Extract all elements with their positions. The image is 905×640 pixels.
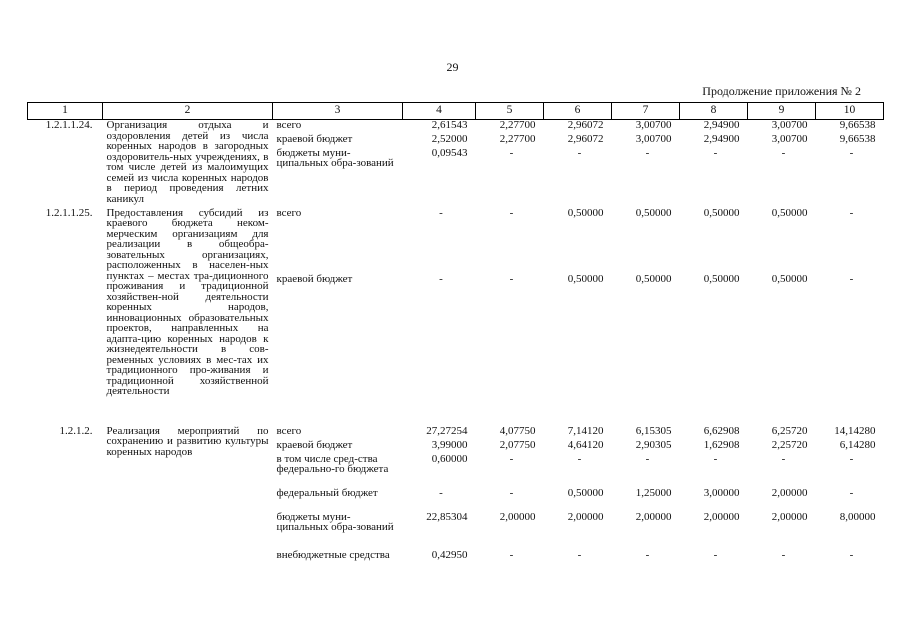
page-number: 29 — [446, 60, 459, 74]
row-description: Организация отдыха и оздоровления детей из числа коренных народов в загородных оздоровитель-ных учреждениях, в том числе детей из малоимущих семей из числа коренных народов в период проведения летних каникул — [106, 119, 269, 205]
value-cell: 2,00000 — [635, 510, 672, 523]
funding-source: всего — [276, 119, 302, 131]
value-cell: - — [713, 548, 718, 561]
continuation-label: Продолжение приложения № 2 — [702, 84, 861, 98]
row-code: 1.2.1.2. — [59, 424, 93, 437]
value-cell: 6,15305 — [635, 424, 672, 437]
value-cell: 3,00700 — [771, 119, 808, 131]
row-description: Предоставления субсидий из краевого бюджета неком-мерческим организациям для реализации в общеобра-зовательных организациях, расположенных в населен-ных пунктах – местах тра-диционного проживания и традиционной хозяйствен-ной деятельности коренных народов, инновационных образовательных проектов, направленных на адапта-цию коренных народов к жизнедеятельности в сов-ременных условиях в мес-тах их традиционного про-живания и традиционной хозяйственной деятельности — [106, 206, 269, 397]
column-header: 3 — [273, 103, 403, 120]
funding-source: краевой бюджет — [276, 272, 353, 285]
value-cell: 0,50000 — [567, 486, 604, 499]
column-header: 5 — [476, 103, 544, 120]
value-cell: 14,14280 — [834, 424, 876, 437]
value-cell: 0,42950 — [431, 548, 468, 561]
header-row — [28, 103, 884, 120]
value-cell: 9,66538 — [839, 119, 876, 131]
value-cell: - — [781, 146, 786, 159]
value-cell: 3,00700 — [771, 132, 808, 145]
value-cell: 0,50000 — [567, 206, 604, 219]
value-cell: - — [645, 452, 650, 465]
value-cell: 2,25720 — [771, 438, 808, 451]
row-description: Реализация мероприятий по сохранению и развитию культуры коренных народов — [106, 424, 269, 458]
value-cell: - — [439, 206, 443, 219]
value-cell: 1,25000 — [635, 486, 672, 499]
funding-source: федеральный бюджет — [276, 486, 378, 499]
value-cell: - — [849, 272, 854, 285]
budget-table — [27, 102, 884, 576]
value-cell: 0,09543 — [431, 146, 468, 159]
funding-source: бюджеты муни-ципальных обра-зований — [276, 146, 394, 169]
value-cell: 6,14280 — [839, 438, 876, 451]
value-cell: 2,90305 — [635, 438, 672, 451]
value-cell: 0,50000 — [635, 272, 672, 285]
value-cell: 0,50000 — [771, 206, 808, 219]
value-cell: 2,94900 — [703, 132, 740, 145]
value-cell: - — [509, 146, 514, 159]
value-cell: - — [781, 452, 786, 465]
funding-source: краевой бюджет — [276, 438, 353, 451]
value-cell: - — [509, 548, 514, 561]
value-cell: 3,00700 — [635, 119, 672, 131]
value-cell: 22,85304 — [426, 510, 468, 523]
value-cell: 7,14120 — [567, 424, 604, 437]
value-cell: 2,52000 — [431, 132, 468, 145]
value-cell: 2,00000 — [703, 510, 740, 523]
value-cell: - — [509, 452, 514, 465]
value-cell: 0,50000 — [703, 272, 740, 285]
value-cell: 4,64120 — [567, 438, 604, 451]
value-cell: 0,50000 — [771, 272, 808, 285]
value-cell: 4,07750 — [499, 424, 536, 437]
value-cell: 2,00000 — [567, 510, 604, 523]
value-cell: - — [577, 146, 582, 159]
table-row — [28, 120, 884, 134]
column-header: 10 — [816, 103, 884, 120]
value-cell: 2,96072 — [567, 132, 604, 145]
table-row — [28, 426, 884, 440]
value-cell: - — [439, 272, 443, 285]
value-cell: - — [781, 548, 786, 561]
value-cell: - — [713, 452, 718, 465]
value-cell: - — [439, 486, 443, 499]
row-code: 1.2.1.1.25. — [45, 206, 93, 219]
funding-source: краевой бюджет — [276, 132, 353, 145]
value-cell: 0,50000 — [635, 206, 672, 219]
value-cell: 2,94900 — [703, 119, 740, 131]
value-cell: 0,50000 — [567, 272, 604, 285]
value-cell: 2,27700 — [499, 119, 536, 131]
column-header: 1 — [28, 103, 103, 120]
value-cell: 0,60000 — [431, 452, 468, 465]
funding-source: в том числе сред-ства федерально-го бюджета — [276, 452, 389, 475]
funding-source: бюджеты муни-ципальных обра-зований — [276, 510, 394, 533]
value-cell: 1,62908 — [703, 438, 740, 451]
value-cell: - — [849, 452, 854, 465]
value-cell: - — [645, 146, 650, 159]
value-cell: - — [849, 146, 854, 159]
value-cell: - — [713, 146, 718, 159]
funding-source: внебюджетные средства — [276, 548, 390, 561]
funding-source: всего — [276, 424, 302, 437]
column-header: 4 — [403, 103, 476, 120]
value-cell: - — [577, 452, 582, 465]
value-cell: 2,07750 — [499, 438, 536, 451]
value-cell: 2,96072 — [567, 119, 604, 131]
value-cell: - — [509, 486, 514, 499]
value-cell: - — [577, 548, 582, 561]
value-cell: 2,00000 — [771, 510, 808, 523]
value-cell: 9,66538 — [839, 132, 876, 145]
value-cell: 3,99000 — [431, 438, 468, 451]
value-cell: 2,00000 — [771, 486, 808, 499]
value-cell: - — [509, 272, 514, 285]
value-cell: - — [849, 206, 854, 219]
value-cell: - — [849, 548, 854, 561]
value-cell: 6,62908 — [703, 424, 740, 437]
funding-source: всего — [276, 206, 302, 219]
value-cell: 6,25720 — [771, 424, 808, 437]
value-cell: 3,00000 — [703, 486, 740, 499]
value-cell: - — [849, 486, 854, 499]
column-header: 9 — [748, 103, 816, 120]
value-cell: 2,27700 — [499, 132, 536, 145]
column-header: 2 — [103, 103, 273, 120]
value-cell: 0,50000 — [703, 206, 740, 219]
row-code: 1.2.1.1.24. — [45, 119, 93, 131]
value-cell: 27,27254 — [426, 424, 468, 437]
value-cell: 3,00700 — [635, 132, 672, 145]
value-cell: - — [509, 206, 514, 219]
column-header: 6 — [544, 103, 612, 120]
table-row — [28, 208, 884, 274]
value-cell: 2,61543 — [431, 119, 468, 131]
value-cell: 2,00000 — [499, 510, 536, 523]
value-cell: - — [645, 548, 650, 561]
column-header: 8 — [680, 103, 748, 120]
column-header: 7 — [612, 103, 680, 120]
value-cell: 8,00000 — [839, 510, 876, 523]
